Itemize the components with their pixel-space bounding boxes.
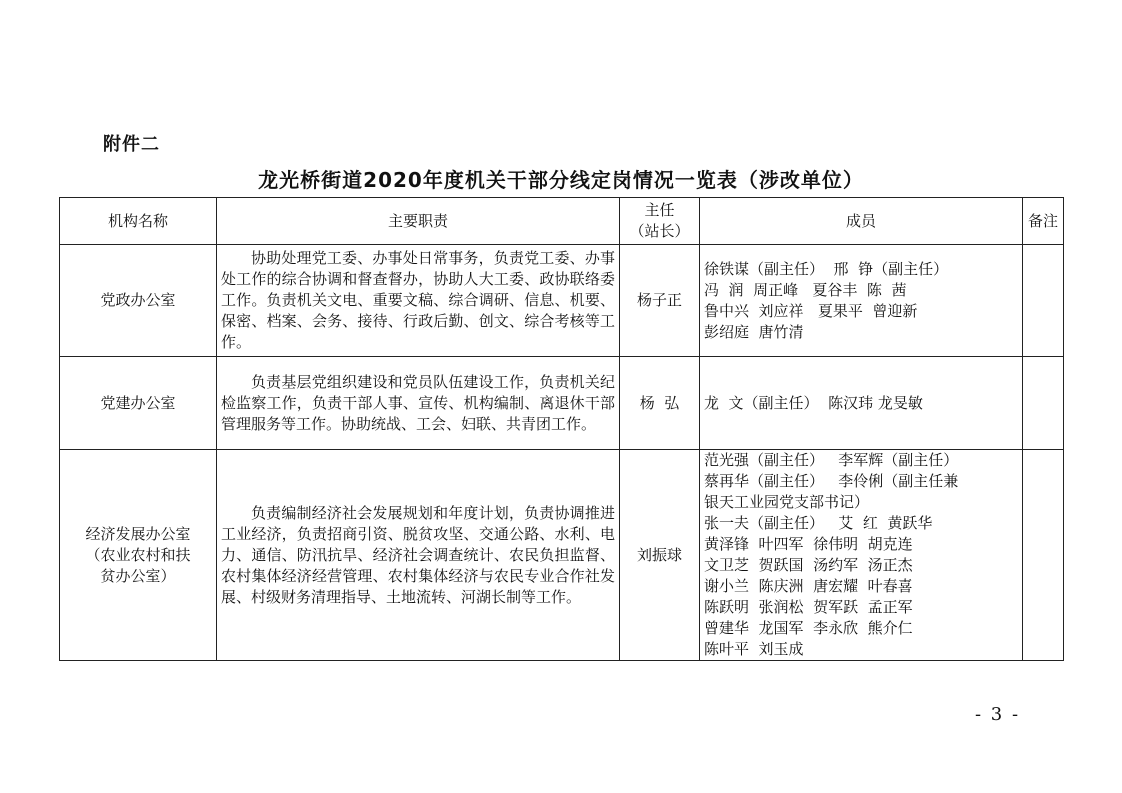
dept-line: 经济发展办公室 — [85, 524, 191, 543]
dept-cell: 党政办公室 — [60, 245, 217, 357]
duty-text: 协助处理党工委、办事处日常事务，负责党工委、办事处工作的综合协调和督查督办，协助人大工委、政协联络委工作。负责机关文电、重要文稿、综合调研、信息、机要、保密、档案、会务、接待、行政后勤、创文、综合考核等工作。 — [221, 249, 615, 351]
table-row — [60, 357, 1064, 450]
note-cell — [1023, 357, 1064, 450]
member-line: 龙 文（副主任） 陈汉玮 龙旻敏 — [704, 393, 923, 412]
member-line: 曾建华 龙国军 李永欣 熊介仁 — [704, 619, 913, 637]
members-cell — [700, 245, 1023, 357]
director-cell: 杨 弘 — [620, 357, 700, 450]
duty-cell — [217, 357, 620, 450]
members-cell — [700, 450, 1023, 661]
page-number: - 3 - — [975, 704, 1021, 725]
dept-cell: 党建办公室 — [60, 357, 217, 450]
dept-cell — [60, 450, 217, 661]
header-director — [620, 198, 700, 245]
duty-cell — [217, 245, 620, 357]
header-duty: 主要职责 — [217, 198, 620, 245]
table-header-row — [60, 198, 1064, 245]
member-line: 冯 润 周正峰 夏谷丰 陈 茜 — [704, 280, 907, 299]
member-line: 谢小兰 陈庆洲 唐宏耀 叶春喜 — [704, 577, 913, 595]
member-line: 银天工业园党支部书记） — [704, 493, 870, 511]
attachment-label: 附件二 — [103, 134, 160, 155]
note-cell — [1023, 245, 1064, 357]
dept-line: （农业农村和扶 — [85, 545, 191, 564]
member-line: 张一夫（副主任） 艾 红 黄跃华 — [704, 514, 933, 532]
member-line: 鲁中兴 刘应祥 夏果平 曾迎新 — [704, 301, 918, 320]
header-dept: 机构名称 — [60, 198, 217, 245]
member-line: 蔡再华（副主任） 李伶俐（副主任兼 — [704, 472, 959, 490]
duty-text: 负责基层党组织建设和党员队伍建设工作，负责机关纪检监察工作，负责干部人事、宣传、机构编制、离退休干部管理服务等工作。协助统战、工会、妇联、共青团工作。 — [221, 372, 615, 433]
table-row — [60, 450, 1064, 661]
members-cell — [700, 357, 1023, 450]
header-director-line2: （站长） — [629, 222, 690, 240]
member-line: 彭绍庭 唐竹清 — [704, 322, 804, 341]
member-line: 文卫芝 贺跃国 汤约军 汤正杰 — [704, 556, 913, 574]
header-members: 成员 — [700, 198, 1023, 245]
member-line: 黄泽锋 叶四军 徐伟明 胡克连 — [704, 535, 913, 553]
duty-cell — [217, 450, 620, 661]
member-line: 陈跃明 张润松 贺军跃 孟正军 — [704, 598, 913, 616]
header-note: 备注 — [1023, 198, 1064, 245]
member-line: 陈叶平 刘玉成 — [704, 640, 804, 658]
director-cell: 刘振球 — [620, 450, 700, 661]
assignment-table — [59, 197, 1064, 661]
member-line: 范光强（副主任） 李军辉（副主任） — [704, 451, 959, 469]
dept-line: 贫办公室） — [100, 566, 176, 585]
member-line: 徐铁谋（副主任） 邢 铮（副主任） — [704, 259, 949, 278]
header-director-line1: 主任 — [644, 201, 675, 219]
duty-text: 负责编制经济社会发展规划和年度计划，负责协调推进工业经济，负责招商引资、脱贫攻坚、交通公路、水利、电力、通信、防汛抗旱、经济社会调查统计、农民负担监督、农村集体经济经营管理、农村集体经济与农民专业合作社发展、村级财务清理指导、土地流转、河湖长制等工作。 — [221, 503, 615, 606]
table-row — [60, 245, 1064, 357]
document-title: 龙光桥街道2020年度机关干部分线定岗情况一览表（涉改单位） — [258, 168, 864, 192]
director-cell: 杨子正 — [620, 245, 700, 357]
note-cell — [1023, 450, 1064, 661]
